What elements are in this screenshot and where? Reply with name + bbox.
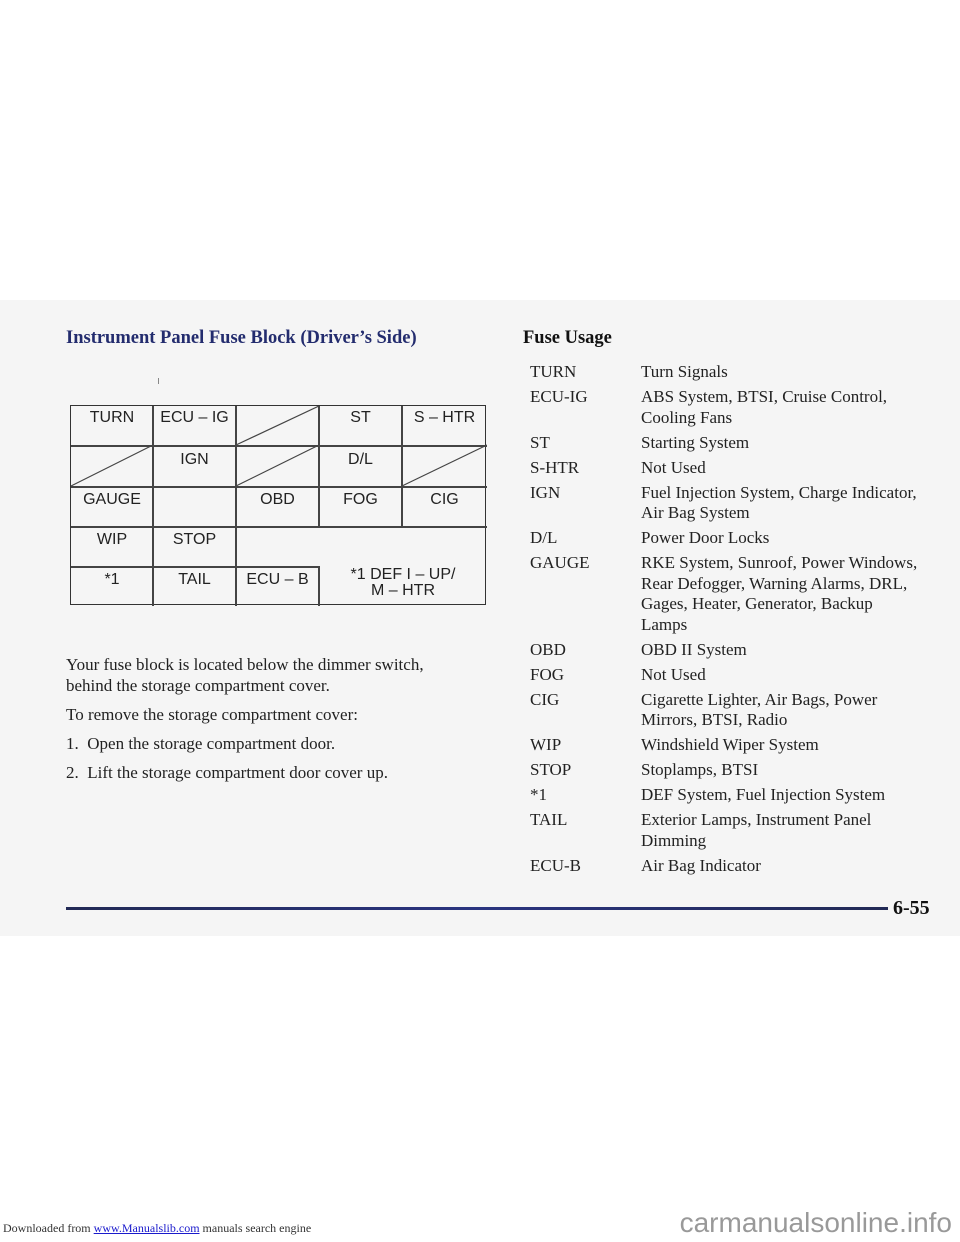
step-number: 1. [66,734,79,753]
fuse-def-iup-mhtr [319,564,487,599]
fuse-code: CIG [530,689,560,709]
fuse-code: GAUGE [530,553,590,572]
fuse-description: ABS System, BTSI, Cruise Control, Cooling Fans [641,387,888,427]
fuse-block-diagram [70,405,486,605]
step-text: Open the storage compartment door. [87,734,336,753]
fuse-usage-row [530,735,921,756]
fuse-description: Windshield Wiper System [641,735,819,754]
fuse-description: Power Door Locks [641,528,770,547]
fuse-description: Stoplamps, BTSI [641,760,759,779]
fuse-description: OBD II System [641,639,747,659]
fuse-gauge: GAUGE [83,491,141,508]
fuse-s-htr: S – HTR [413,409,476,426]
fuse-usage-row [530,433,921,454]
fuse-description: Fuel Injection System, Charge Indicator, Air Bag System [641,482,917,522]
fuse-code: ECU-B [530,855,581,875]
download-footer [3,1221,311,1236]
fuse-description: Not Used [641,457,706,477]
manualslib-link[interactable]: www.Manualslib.com [93,1221,200,1235]
fuse-code: OBD [530,639,566,659]
fuse-code: D/L [530,528,558,547]
text-line: behind the storage compartment cover. [66,676,330,695]
fuse-usage-row [530,785,921,806]
fuse-usage-list [530,362,921,881]
fuse-usage-row [530,760,921,781]
fuse-usage-row [530,458,921,479]
fuse-description: DEF System, Fuel Injection System [641,785,886,804]
step-2 [66,762,388,783]
fuse-turn: TURN [89,409,135,426]
fuse-wip: WIP [96,531,128,548]
fuse-code: WIP [530,735,562,754]
fuse-code: IGN [530,482,561,502]
fuse-usage-row [530,640,921,661]
fuse-description: Not Used [641,664,706,684]
fuse-usage-heading: Fuse Usage [523,328,612,348]
watermark: carmanualsonline.info [679,1207,952,1238]
fuse-usage-row [530,387,921,428]
fuse-usage-row [530,856,921,877]
fuse-stop: STOP [172,531,217,548]
fuse-code: *1 [530,785,547,804]
fuse-description: Starting System [641,432,750,452]
stray-mark [158,378,159,384]
fuse-description: Air Bag Indicator [641,855,761,875]
fuse-obd: OBD [260,491,295,508]
fuse-description: Exterior Lamps, Instrument Panel Dimming [641,810,872,850]
text-line: Your fuse block is located below the dimmer switch, [66,655,424,674]
fuse-usage-row [530,810,921,851]
footer-suffix: manuals search engine [199,1221,312,1235]
fuse-usage-row [530,665,921,686]
fuse-code: STOP [530,760,572,779]
fuse-ecu-b: ECU – B [246,571,309,588]
fuse-ign: IGN [180,451,209,468]
fuse-code: S-HTR [530,457,580,477]
fuse-usage-row [530,690,921,731]
location-text [66,654,424,696]
fuse-description: RKE System, Sunroof, Power Windows, Rear Defogger, Warning Alarms, DRL, Gages, Heater, Generator, Backup Lamps [641,553,918,634]
fuse-star1: *1 [104,571,120,588]
fuse-code: ST [530,432,550,452]
fuse-st: ST [350,409,371,426]
fuse-dl: D/L [348,451,373,468]
fuse-cig: CIG [430,491,459,508]
footer-prefix: Downloaded from [3,1221,94,1235]
footer-rule [66,907,888,910]
fuse-description: Cigarette Lighter, Air Bags, Power Mirrors, BTSI, Radio [641,689,878,729]
fuse-usage-row [530,553,921,635]
fuse-code: ECU-IG [530,387,588,406]
step-number: 2. [66,763,79,782]
fuse-usage-row [530,528,921,549]
fuse-fog: FOG [343,491,378,508]
instruction-intro: To remove the storage compartment cover: [66,705,358,724]
step-text: Lift the storage compartment door cover up. [87,763,388,782]
fuse-description: Turn Signals [641,362,728,381]
fuse-code: TAIL [530,810,568,829]
fuse-usage-row [530,483,921,524]
def-label-line2: M – HTR [371,582,435,599]
fuse-tail: TAIL [178,571,211,588]
fuse-code: FOG [530,664,565,684]
fuse-usage-row [530,362,921,383]
section-heading: Instrument Panel Fuse Block (Driver’s Side) [66,328,417,348]
def-label-line1: *1 DEF I – UP/ [350,566,456,583]
fuse-ecu-ig: ECU – IG [160,409,229,426]
step-1 [66,733,335,754]
page-number: 6-55 [893,897,930,919]
fuse-code: TURN [530,362,577,381]
